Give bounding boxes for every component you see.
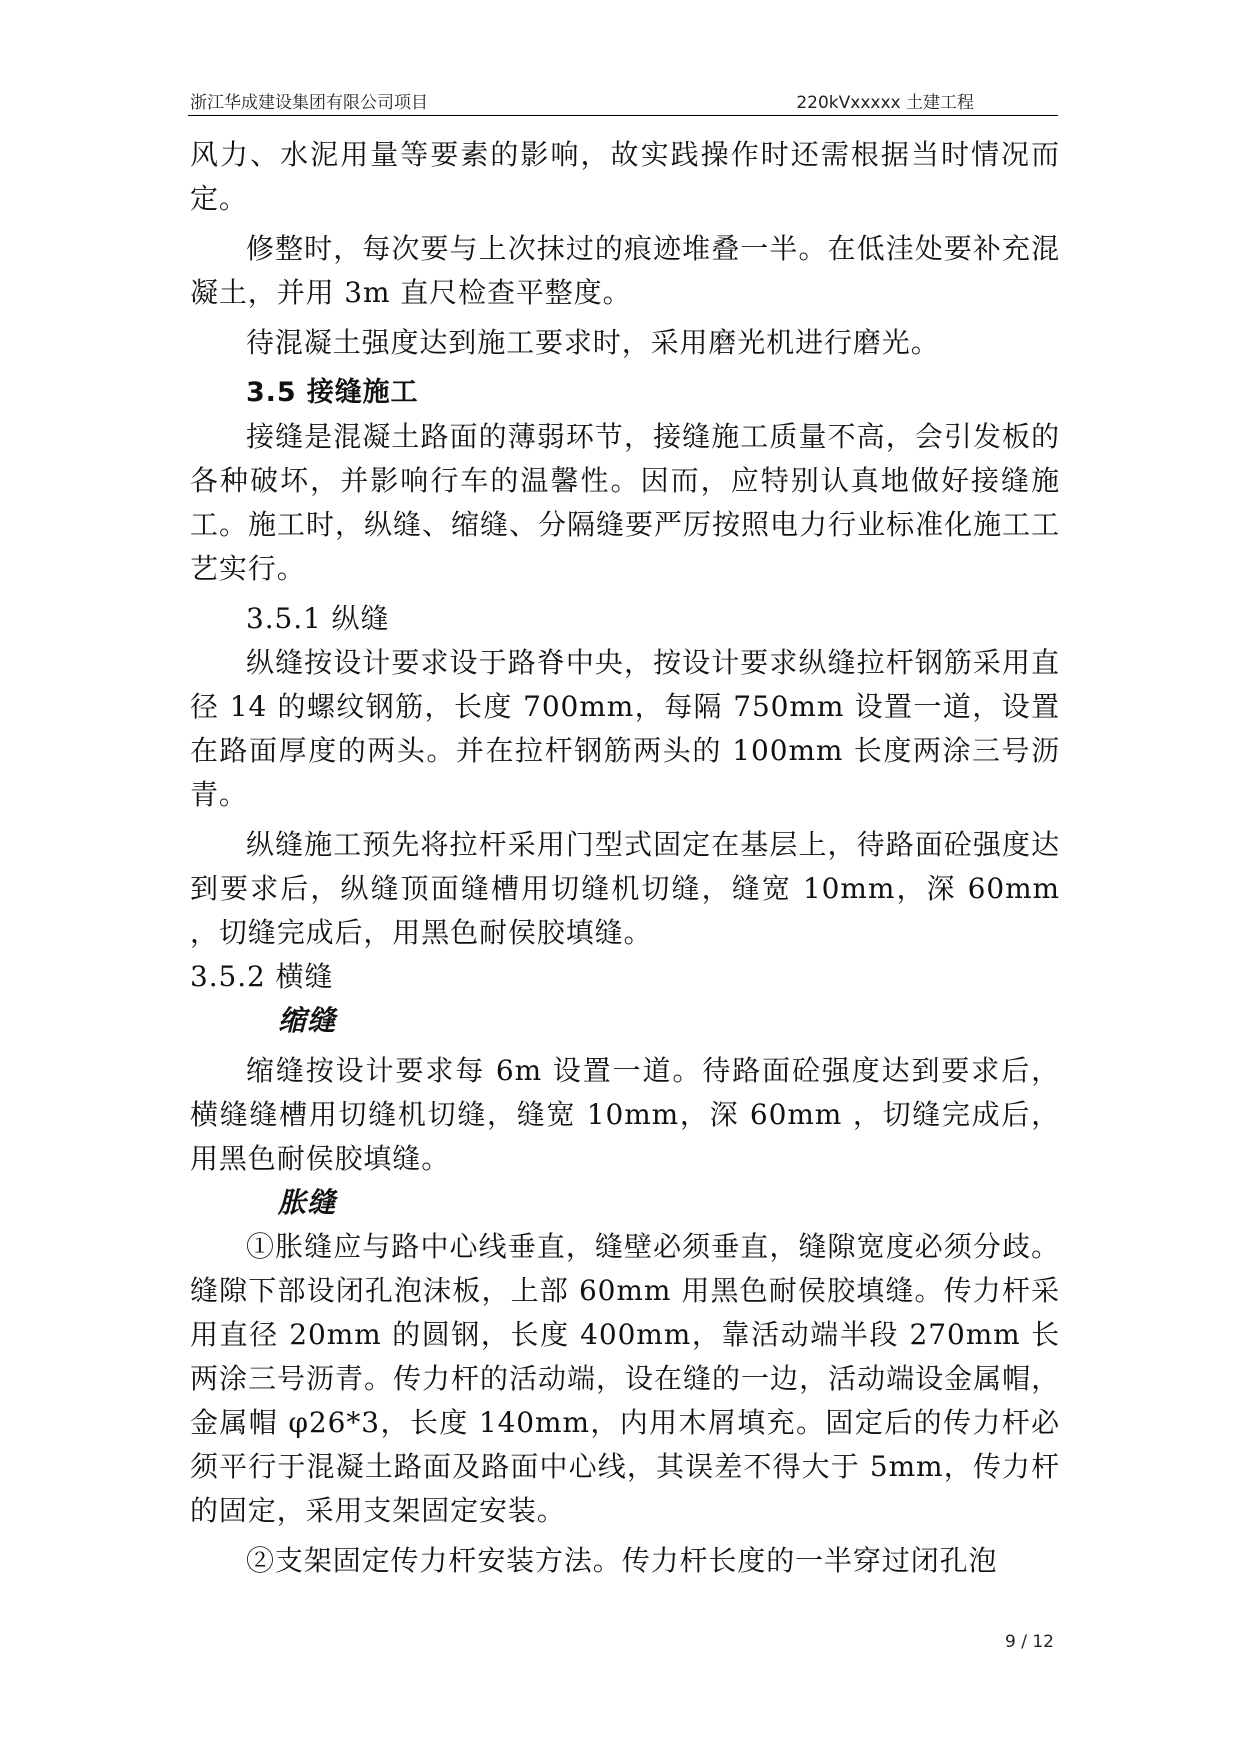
sub-heading-expansion-joint: 胀缝	[278, 1186, 337, 1219]
paragraph-expansion-joint: ①胀缝应与路中心线垂直，缝壁必须垂直，缝隙宽度必须分歧。缝隙下部设闭孔泡沫板，上部 60mm 用黑色耐侯胶填缝。传力杆采用直径 20mm 的圆钢，长度 400mm，靠活动端半段 270mm 长两涂三号沥青。传力杆的活动端，设在缝的一边，活动端设金属帽，金属帽 φ26*3，长度 140mm，内用木屑填充。固定后的传力杆必须平行于混凝土路面及路面中心线，其误差不得大于 5mm，传力杆的固定，采用支架固定安装。	[190, 1230, 1060, 1527]
paragraph-joint-intro: 接缝是混凝土路面的薄弱环节，接缝施工质量不高，会引发板的各种破坏，并影响行车的温馨性。因而，应特别认真地做好接缝施工。施工时，纵缝、缩缝、分隔缝要严厉按照电力行业标准化施工工艺实行。	[190, 420, 1060, 585]
paragraph-dowel-support: ②支架固定传力杆安装方法。传力杆长度的一半穿过闭孔泡	[246, 1544, 998, 1577]
header-rule	[188, 115, 1058, 116]
sub-heading-contraction-joint: 缩缝	[278, 1004, 337, 1037]
section-heading-3-5-1: 3.5.1 纵缝	[246, 602, 390, 635]
page-number: 9 / 12	[1005, 1632, 1054, 1652]
paragraph-longitudinal-construction: 纵缝施工预先将拉杆采用门型式固定在基层上，待路面砼强度达到要求后，纵缝顶面缝槽用切缝机切缝，缝宽 10mm，深 60mm ，切缝完成后，用黑色耐侯胶填缝。	[190, 828, 1060, 949]
paragraph-trimming: 修整时，每次要与上次抹过的痕迹堆叠一半。在低洼处要补充混凝土，并用 3m 直尺检查平整度。	[190, 232, 1060, 309]
document-body	[190, 133, 1060, 1583]
section-heading-3-5: 3.5 接缝施工	[246, 377, 419, 408]
paragraph-longitudinal-joint: 纵缝按设计要求设于路脊中央，按设计要求纵缝拉杆钢筋采用直径 14 的螺纹钢筋，长度 700mm，每隔 750mm 设置一道，设置在路面厚度的两头。并在拉杆钢筋两头的 100mm 长度两涂三号沥青。	[190, 646, 1060, 811]
page-header	[190, 88, 1058, 116]
section-heading-3-5-2: 3.5.2 横缝	[190, 960, 334, 993]
paragraph-contraction-joint: 缩缝按设计要求每 6m 设置一道。待路面砼强度达到要求后，横缝缝槽用切缝机切缝，缝宽 10mm，深 60mm ，切缝完成后，用黑色耐侯胶填缝。	[190, 1054, 1060, 1175]
paragraph-polishing: 待混凝土强度达到施工要求时，采用磨光机进行磨光。	[246, 326, 940, 359]
paragraph-continuation: 风力、水泥用量等要素的影响，故实践操作时还需根据当时情况而定。	[190, 138, 1060, 215]
header-project: 220kVxxxxx 土建工程	[796, 93, 974, 113]
header-company: 浙江华成建设集团有限公司项目	[190, 93, 428, 113]
